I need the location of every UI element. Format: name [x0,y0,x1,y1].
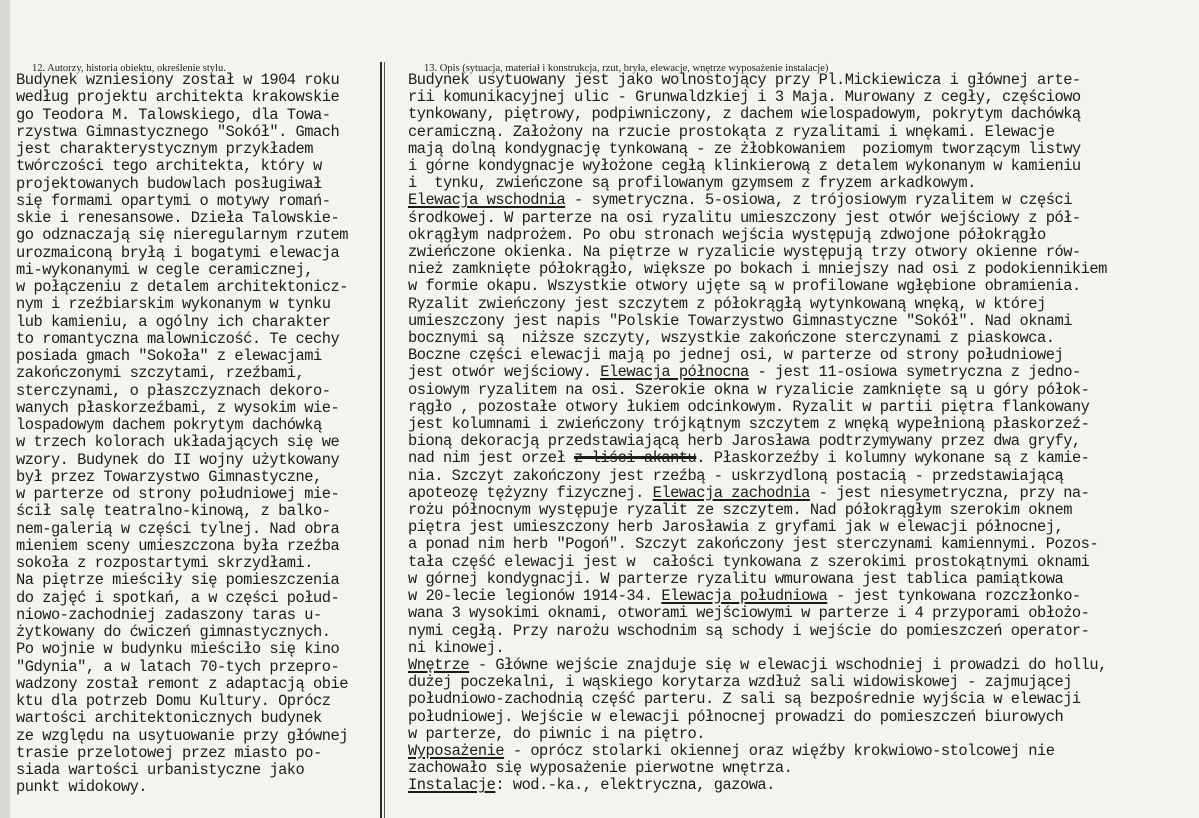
description-line [408,227,1107,244]
history-line: sokoła z rozpostartymi skrzydłami. [16,554,314,572]
history-line: do zajęć i spotkań, a w części połud- [16,588,340,607]
struck-out-text: z liści akantu [573,449,697,468]
description-text: piętra jest umieszczony herb Jarosławia z gryfami jak w elewacji północnej, [408,518,1064,537]
history-line: posiada gmach "Sokoła" z elewacjami [16,347,322,365]
description-text: tała część elewacji jest w całości tynkowana z szerokimi prostokątnymi oknami [408,552,1090,571]
history-line: Budynek wzniesiony został w 1904 roku [16,71,340,89]
description-line [408,399,1107,416]
description-text: rii komunikacyjnej ulic - Grunwaldzkiej i 3 Maja. Murowany z cegły, częściowo [408,88,1081,107]
history-line: go odznaczają się nieregularnym rzutem [16,226,348,245]
history-line: to romantyczna malowniczość. Te cechy [16,329,340,348]
description-text: - oprócz stolarki okiennej oraz więźby krokwiowo-stolcowej nie [504,741,1055,760]
history-line: ktu dla potrzeb Domu Kultury. Oprócz [16,692,331,710]
description-line [408,158,1107,175]
description-line [408,72,1107,89]
description-line [408,210,1107,227]
description-text: nymi cegłą. Przy narożu wschodnim są schody i wejście do pomieszczeń operator- [408,621,1090,640]
description-text: zwieńczone okienka. Na piętrze w ryzalicie występują trzy otwory okienne rów- [408,243,1081,262]
description-line [408,347,1107,364]
description-line [408,605,1107,622]
description-line [408,89,1107,106]
description-line [408,657,1107,674]
history-line: rzystwa Gimnastycznego "Sokół". Gmach [16,122,340,141]
history-line: niowo-zachodniej zadaszony taras u- [16,605,322,624]
description-line [408,175,1107,192]
description-text: dużej poczekalni, i wąskiego korytarza wzdłuż sali widowiskowej - zajmującej [408,673,1072,692]
description-text: a ponad nim herb "Pogoń". Szczyt zakończony jest sterczynami kamiennymi. Pozos- [408,535,1099,554]
description-line [408,726,1107,743]
description-text: zachowało się wyposażenie pierwotne wnętrza. [408,759,793,778]
history-line: Na piętrze mieściły się pomieszczenia [16,571,340,590]
description-text: Budynek usytuowany jest jako wolnostojący przy Pl.Mickiewicza i głównej arte- [408,71,1081,89]
description-text: i górne kondygnacje wyłożone cegłą klinkierową z detalem wykonanym w kamieniu [408,157,1081,176]
description-line [408,313,1107,330]
description-line [408,571,1107,588]
description-text: apoteozę tężyzny fizycznej. [408,483,653,502]
description-text: w parterze, do piwnic i na piętro. [408,724,706,743]
history-line: był przez Towarzystwo Gimnastyczne, [16,467,322,486]
description-line [408,141,1107,158]
history-line: jest charakterystycznym przykładem [16,140,314,158]
description-line [408,124,1107,141]
history-line: siada wartości urbanistyczne jako [16,761,305,779]
description-line [408,674,1107,691]
history-line: ścił salę teatralno-kinową, z balko- [16,502,331,521]
description-line [408,777,1107,794]
page-left-edge [0,0,10,818]
description-line [408,519,1107,536]
description-text: tynkowany, piętrowy, podpiwniczony, z dachem wielospadowym, pokrytym dachówką [408,105,1081,124]
description-line [408,554,1107,571]
history-line: Po wojnie w budynku mieściło się kino [16,640,340,659]
description-line [408,192,1107,209]
history-text-column [16,72,348,797]
description-line [408,364,1107,381]
description-text: południowo-zachodnią część parteru. Z sali są bezpośrednie wyjścia w elewacji [408,690,1081,709]
history-line: w parterze od strony południowej mie- [16,485,340,503]
history-line: wzory. Budynek do II wojny użytkowany [16,450,340,469]
description-text: jest kolumnami i zwieńczony trójkątnym szczytem z wnęką wypełnioną płaskorzeź- [408,415,1090,434]
history-line: wadzony został remont z adaptacją obie [16,674,348,693]
description-text: środkowej. W parterze na osi ryzalitu umieszczony jest otwór wejściowy z pół- [408,208,1081,227]
history-line: nym i rzeźbiarskim wykonanym w tynku [16,295,331,314]
description-text: Ryzalit zwieńczony jest szczytem z półokrągłą wytynkowaną wnęką, w której [408,294,1046,313]
description-line [408,468,1107,485]
description-text: - jest 11-osiowa symetryczna z jedno- [748,363,1081,382]
history-line: mieniem sceny umieszczona była rzeźba [16,536,340,555]
description-line [408,502,1107,519]
description-text: nad nim jest orzeł [408,449,574,468]
history-line: ze względu na usytuowanie przy głównej [16,726,348,745]
description-text: - Główne wejście znajduje się w elewacji wschodniej i prowadzi do hollu, [469,655,1107,674]
description-text: nia. Szczyt zakończony jest rzeźbą - uskrzydloną postacią - przedstawiającą [408,466,1064,485]
history-line: nem-galerią w części tylnej. Nad obra [16,519,340,538]
column-divider-line [380,62,382,818]
description-line [408,709,1107,726]
description-line [408,106,1107,123]
column-divider-line-inner [384,62,385,818]
description-text: mają dolną kondygnację tynkowaną - ze żłobkowaniem poziomym tworzącym listwy [408,139,1081,158]
section-heading-underlined: Elewacja wschodnia [408,191,566,210]
description-text: - jest tynkowana rozczłonko- [827,587,1081,606]
description-text: i tynku, zwieńczone są profilowanym gzymsem z fryzem arkadkowym. [408,174,976,193]
description-line [408,743,1107,760]
history-line: sterczynami, o płaszczyznach dekoro- [16,381,331,400]
history-line: żytkowany do ćwiczeń gimnastycznych. [16,623,331,641]
section-heading-underlined: Elewacja zachodnia [652,483,810,502]
description-text: - jest niesymetryczna, przy na- [809,483,1090,502]
history-line: skie i renesansowe. Dzieła Talowskie- [16,209,340,227]
history-line: projektowanych budowlach posługiwał [16,174,322,193]
section-heading-underlined: Wyposażenie [408,741,505,760]
description-text: okrągłym nadprożem. Po obu stronach wejścia występują zdwojone półokrągło [408,225,1046,244]
section-12-header: 12. Autorzy, historia obiektu, określenie stylu. [32,63,226,74]
description-text: jest otwór wejściowy. [408,363,601,382]
description-line [408,416,1107,433]
description-text: południowej. Wejście w elewacji północnej prowadzi do pomieszczeń biurowych [408,707,1064,726]
history-line: twórczości tego architekta, który w [16,157,322,176]
history-line: urozmaiconą bryłą i bogatymi elewacja [16,243,340,262]
description-text: Boczne części elewacji mają po jednej osi, w parterze od strony południowej [408,346,1064,365]
description-line [408,278,1107,295]
description-text: bioną dekoracją przedstawiającą herb Jarosława podtrzymywany przez dwa gryfy, [408,432,1081,451]
history-line: trasie przelotowej przez miasto po- [16,743,322,762]
description-line [408,536,1107,553]
description-text: rożu północnym występuje ryzalit ze szczytem. Nad półokrągłym szerokim oknem [408,501,1072,520]
description-line [408,382,1107,399]
section-heading-underlined: Instalacje [408,776,496,795]
description-line [408,330,1107,347]
history-line: lub kamieniu, a ogólny ich charakter [16,312,331,331]
description-line [408,640,1107,657]
history-line: "Gdynia", a w latach 70-tych przepro- [16,657,340,676]
description-line [408,588,1107,605]
description-text: umieszczony jest napis "Polskie Towarzystwo Gimnastyczne "Sokół". Nad oknami [408,311,1072,330]
history-line: według projektu architekta krakowskie [16,88,340,107]
description-text: - symetryczna. 5-osiowa, z trójosiowym ryzalitem w części [565,191,1072,210]
description-text: nież zamknięte półokrągło, większe po bokach i mniejszy nad osi z podokiennikiem [408,260,1107,279]
description-line [408,691,1107,708]
history-line: lospadowym dachem pokrytym dachówką [16,416,322,434]
history-line: w trzech kolorach układających się we [16,433,340,452]
description-text: w formie okapu. Wszystkie otwory ujęte są w profilowane wgłębione obramienia. [408,277,1081,296]
history-line: wanych płaskorzeźbami, z wysokim wie- [16,398,340,417]
description-line [408,485,1107,502]
description-text: bocznymi są niższe szczyty, wszystkie zakończone sterczynami z piaskowca. [408,329,1055,348]
description-text: wana 3 wysokimi oknami, otworami wejściowymi w parterze i 4 przyporami obłożo- [408,604,1090,623]
description-line [408,296,1107,313]
description-line [408,760,1107,777]
description-line [408,433,1107,450]
section-13-header: 13. Opis (sytuacja, materiał i konstrukcja, rzut, bryła, elewacje, wnętrze wyposażenie instalacje) [424,63,829,74]
description-text: ni kinowej. [408,638,505,657]
section-heading-underlined: Elewacja północna [600,363,749,382]
description-line [408,450,1107,467]
description-text: : wod.-ka., elektryczna, gazowa. [495,776,775,795]
history-line: wartości architektonicznych budynek [16,709,322,728]
description-text: w górnej kondygnacji. W parterze ryzalitu wmurowana jest tablica pamiątkowa [408,569,1064,588]
description-text: w 20-lecie legionów 1914-34. [408,587,662,606]
description-text: rągło , pozostałe otwory łukiem odcinkowym. Ryzalit w partii piętra flankowany [408,397,1090,416]
history-line: w połączeniu z detalem architektonicz- [16,278,348,296]
description-text-column [408,72,1107,795]
description-text: ceramiczną. Założony na rzucie prostokąta z ryzalitami i wnękami. Elewacje [408,122,1055,141]
section-heading-underlined: Elewacja południowa [661,587,828,606]
history-line: punkt widokowy. [16,778,148,797]
history-line: się formami opartymi o motywy romań- [16,191,331,210]
description-text: . Płaskorzeźby i kolumny wykonane są z kamie- [696,449,1090,468]
history-line: zakończonymi szczytami, rzeźbami, [16,364,305,383]
history-line: mi-wykonanymi w cegle ceramicznej, [16,260,314,279]
description-text: osiowym ryzalitem na osi. Szerokie okna w ryzalicie zamknięte są u góry półok- [408,380,1090,399]
section-heading-underlined: Wnętrze [408,655,470,674]
history-line: go Teodora M. Talowskiego, dla Towa- [16,105,331,124]
description-line [408,623,1107,640]
description-line [408,261,1107,278]
description-line [408,244,1107,261]
